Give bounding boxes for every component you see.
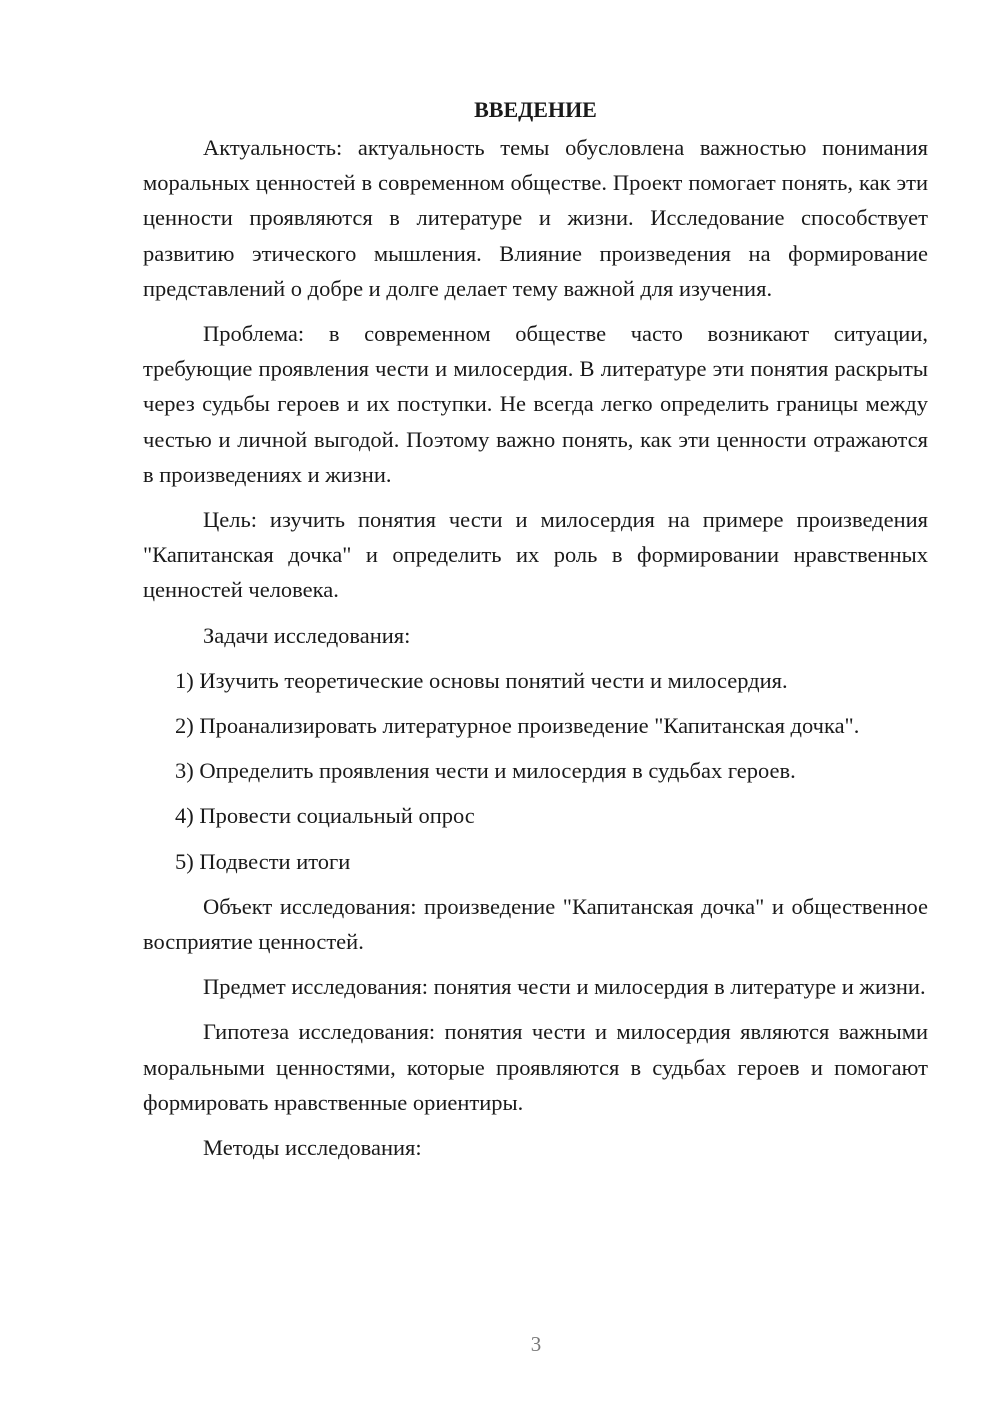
paragraph-goal: Цель: изучить понятия чести и милосердия на примере произведения "Капитанская дочка" и определить их роль в формировании нравственных ценностей человека. [143,507,928,603]
paragraph-problem: Проблема: в современном обществе часто возникают ситуации, требующие проявления чести и милосердия. В литературе эти понятия раскрыты через судьбы героев и их поступки. Не всегда легко определить границы между честью и личной выгодой. Поэтому важно понять, как эти ценности отражаются в произведениях и жизни. [143,321,928,487]
paragraph-object: Объект исследования: произведение "Капитанская дочка" и общественное восприятие ценностей. [143,893,928,955]
paragraph-subject: Предмет исследования: понятия чести и милосердия в литературе и жизни. [203,974,926,1000]
paragraph-methods-heading: Методы исследования: [203,1135,422,1161]
paragraph-tasks-heading: Задачи исследования: [203,622,411,648]
list-item-task-1: 1) Изучить теоретические основы понятий чести и милосердия. [175,667,788,693]
paragraph-hypothesis: Гипотеза исследования: понятия чести и милосердия являются важными моральными ценностями, которые проявляются в судьбах героев и помогают формировать нравственные ориентиры. [143,1019,928,1115]
paragraph-relevance: Актуальность: актуальность темы обусловлена важностью понимания моральных ценностей в современном обществе. Проект помогает понять, как эти ценности проявляются в литературе и жизни. Исследование способствует развитию этического мышления. Влияние произведения на формирование представлений о добре и долге делает тему важной для изучения. [143,135,928,301]
list-item-task-4: 4) Провести социальный опрос [175,803,475,829]
document-page [143,92,928,1175]
list-item-task-3: 3) Определить проявления чести и милосердия в судьбах героев. [175,758,796,784]
page-number: 3 [530,1332,542,1356]
list-item-task-2: 2) Проанализировать литературное произведение "Капитанская дочка". [175,713,860,739]
page-title: ВВЕДЕНИЕ [474,97,597,122]
list-item-task-5: 5) Подвести итоги [175,848,351,874]
